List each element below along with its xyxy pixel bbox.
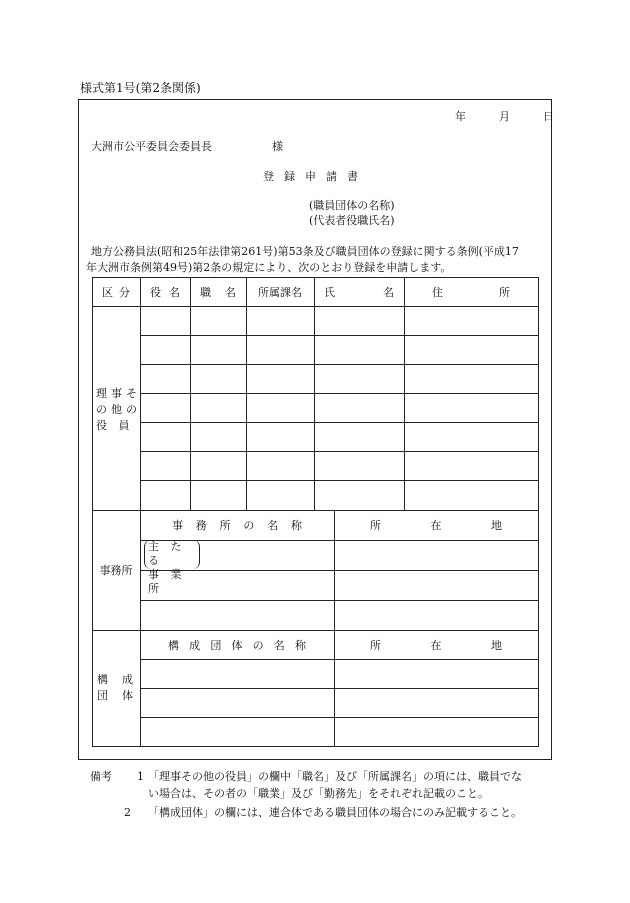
body-text-line-2: 年大洲市条例第49号)第2条の規定により、次のとおり登録を申請します。 <box>86 261 452 274</box>
org-name-label: (職員団体の名称) <box>309 199 395 212</box>
note-1-text-line-2: い場合は、その者の「職業」及び「勤務先」をそれぞれ記載のこと。 <box>148 787 489 800</box>
date-year: 年 <box>455 110 466 123</box>
main-office-label: 主 た る 事 業 所 <box>144 540 200 569</box>
header-shimei: 氏 名 <box>324 285 394 299</box>
constituents-location-header: 所 在 地 <box>370 638 502 652</box>
office-label: 事務所 <box>99 564 133 577</box>
office-location-header: 所 在 地 <box>370 519 502 532</box>
form-label: 様式第1号(第2条関係) <box>80 81 201 95</box>
document-title: 登録申請書 <box>263 170 368 183</box>
date-month: 月 <box>499 110 510 123</box>
note-2-text: 「構成団体」の欄には、連合体である職員団体の場合にのみ記載すること。 <box>148 806 522 819</box>
header-shozoku: 所属課名 <box>258 285 302 299</box>
registration-table <box>92 277 539 747</box>
notes-heading: 備考 1 <box>90 770 144 783</box>
header-kubun: 区 分 <box>102 285 130 299</box>
header-jusho: 住 所 <box>432 285 510 299</box>
honorific: 様 <box>272 140 283 153</box>
officers-label: 理事そ の他の 役 員 <box>96 387 141 432</box>
constituents-name-header: 構 成 団 体 の 名 称 <box>168 638 306 652</box>
office-name-header: 事 務 所 の 名 称 <box>172 519 302 532</box>
note-2-number: 2 <box>124 806 131 819</box>
header-yakumei: 役 名 <box>150 285 180 299</box>
date-row <box>455 110 554 123</box>
note-1-number: 1 <box>137 770 144 783</box>
header-shokumei: 職 名 <box>200 285 236 299</box>
constituents-label: 構 成 団 体 <box>97 673 133 702</box>
body-text-line-1: 地方公務員法(昭和25年法律第261号)第53条及び職員団体の登録に関する条例(平成17 <box>91 245 519 258</box>
note-1-text-line-1: 「理事その他の役員」の欄中「職名」及び「所属課名」の項には、職員でな <box>148 770 522 783</box>
rep-name-label: (代表者役職氏名) <box>309 214 395 227</box>
date-day: 日 <box>543 110 554 123</box>
addressee: 大洲市公平委員会委員長 <box>91 140 212 153</box>
